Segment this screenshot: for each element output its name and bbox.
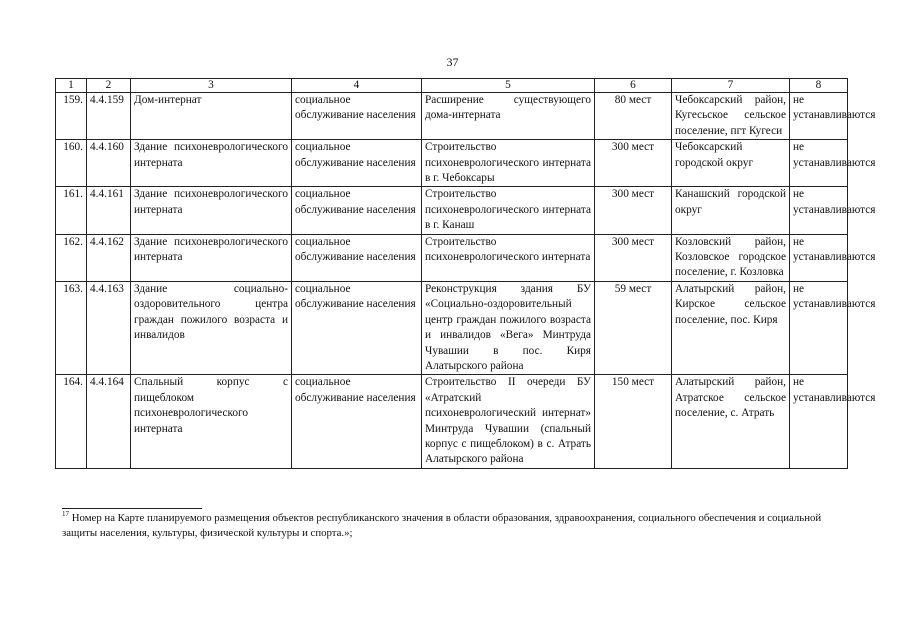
object-capacity: 300 мест [595, 234, 672, 281]
object-purpose: социальное обслуживание населения [292, 234, 422, 281]
row-number: 161. [56, 187, 87, 234]
table-row [56, 375, 848, 468]
object-purpose: социальное обслуживание населения [292, 93, 422, 140]
object-purpose: социальное обслуживание населения [292, 375, 422, 468]
table-row [56, 93, 848, 140]
object-name: Здание социально-оздоровительного центра граждан пожилого возраста и инвалидов [131, 281, 292, 374]
object-capacity: 150 мест [595, 375, 672, 468]
restricted-zones: не устанавливаются [790, 375, 848, 468]
table-row [56, 187, 848, 234]
planned-action: Строительство психоневрологического интерната [422, 234, 595, 281]
planned-action: Строительство психоневрологического интерната в г. Чебоксары [422, 140, 595, 187]
object-location: Чебоксарский район, Кугесьское сельское поселение, пгт Кугеси [672, 93, 790, 140]
row-number: 164. [56, 375, 87, 468]
column-header: 7 [672, 79, 790, 93]
header-row [56, 79, 848, 93]
column-header: 1 [56, 79, 87, 93]
object-code: 4.4.163 [87, 281, 131, 374]
table-row [56, 140, 848, 187]
object-code: 4.4.162 [87, 234, 131, 281]
footnote-marker: 17 [62, 510, 69, 518]
object-purpose: социальное обслуживание населения [292, 187, 422, 234]
row-number: 162. [56, 234, 87, 281]
planned-action: Расширение существующего дома-интерната [422, 93, 595, 140]
column-header: 4 [292, 79, 422, 93]
planned-action: Строительство психоневрологического интерната в г. Канаш [422, 187, 595, 234]
column-header: 8 [790, 79, 848, 93]
column-header: 2 [87, 79, 131, 93]
restricted-zones: не устанавливаются [790, 93, 848, 140]
object-location: Канашский городской округ [672, 187, 790, 234]
object-name: Здание психоневрологического интерната [131, 140, 292, 187]
object-purpose: социальное обслуживание населения [292, 140, 422, 187]
footnote-text: Номер на Карте планируемого размещения объектов республиканского значения в области образования, здравоохранения, социального обеспечения и социальной защиты населения, культуры, физической культуры и спорта.»; [62, 512, 822, 539]
restricted-zones: не устанавливаются [790, 281, 848, 374]
column-header: 5 [422, 79, 595, 93]
table-row [56, 234, 848, 281]
footnote [62, 511, 852, 541]
column-header: 6 [595, 79, 672, 93]
object-capacity: 59 мест [595, 281, 672, 374]
column-header: 3 [131, 79, 292, 93]
restricted-zones: не устанавливаются [790, 234, 848, 281]
object-code: 4.4.161 [87, 187, 131, 234]
planned-action: Строительство II очереди БУ «Атратский психоневрологический интернат» Минтруда Чувашии (спальный корпус с пищеблоком) в с. Атрать Алатырского района [422, 375, 595, 468]
objects-table [55, 78, 876, 469]
object-location: Алатырский район, Кирское сельское поселение, пос. Киря [672, 281, 790, 374]
table-row [56, 281, 848, 374]
row-number: 163. [56, 281, 87, 374]
object-name: Здание психоневрологического интерната [131, 234, 292, 281]
object-capacity: 80 мест [595, 93, 672, 140]
object-location: Алатырский район, Атратское сельское поселение, с. Атрать [672, 375, 790, 468]
object-name: Спальный корпус с пищеблоком психоневрологического интерната [131, 375, 292, 468]
restricted-zones: не устанавливаются [790, 187, 848, 234]
object-location: Чебоксарский городской округ [672, 140, 790, 187]
planned-action: Реконструкция здания БУ «Социально-оздоровительный центр граждан пожилого возраста и инвалидов «Вега» Минтруда Чувашии в пос. Киря Алатырского района [422, 281, 595, 374]
row-number: 159. [56, 93, 87, 140]
object-code: 4.4.160 [87, 140, 131, 187]
object-code: 4.4.164 [87, 375, 131, 468]
object-capacity: 300 мест [595, 140, 672, 187]
object-code: 4.4.159 [87, 93, 131, 140]
row-number: 160. [56, 140, 87, 187]
restricted-zones: не устанавливаются [790, 140, 848, 187]
object-name: Дом-интернат [131, 93, 292, 140]
footnote-separator [62, 508, 202, 509]
object-name: Здание психоневрологического интерната [131, 187, 292, 234]
page-number: 37 [446, 55, 459, 69]
object-location: Козловский район, Козловское городское поселение, г. Козловка [672, 234, 790, 281]
object-purpose: социальное обслуживание населения [292, 281, 422, 374]
object-capacity: 300 мест [595, 187, 672, 234]
